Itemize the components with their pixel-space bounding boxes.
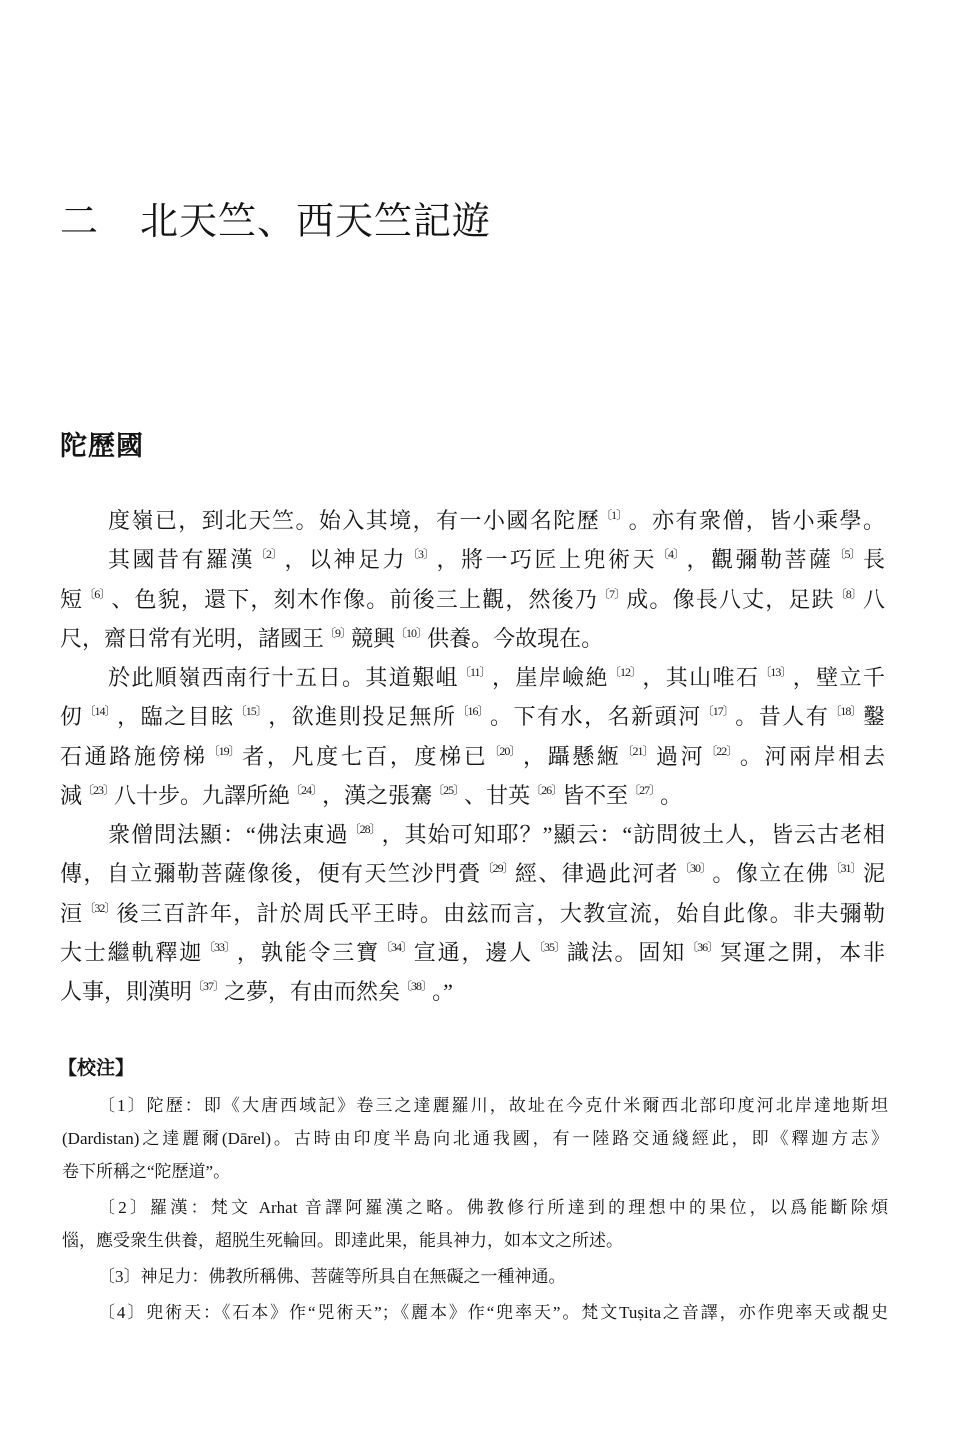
note-item bbox=[62, 1296, 888, 1329]
text-run: 供養。今故現在。 bbox=[427, 625, 604, 651]
footnote-marker: 〔32〕 bbox=[83, 900, 116, 915]
text-line bbox=[60, 854, 885, 893]
text-run: 。昔人有 bbox=[733, 704, 830, 730]
text-line bbox=[60, 501, 885, 540]
footnote-marker: 〔16〕 bbox=[456, 704, 489, 719]
text-run: ，將一巧匠上兜術天 bbox=[434, 547, 657, 573]
footnote-marker: 〔15〕 bbox=[234, 704, 267, 719]
text-run: 度嶺已，到北天竺。始入其境，有一小國名陀歷 bbox=[108, 508, 601, 533]
text-run: ，臨之目眩 bbox=[115, 704, 235, 730]
text-run: 過河 bbox=[653, 743, 706, 769]
text-line bbox=[60, 737, 885, 776]
text-line bbox=[60, 972, 885, 1011]
chapter-title-text: 北天竺、西天竺記遊 bbox=[140, 201, 492, 243]
text-run: 泥 bbox=[861, 861, 885, 887]
note-line: 惱，應受衆生供養，超脱生死輪回。即達此果，能具神力，如本文之所述。 bbox=[62, 1231, 623, 1250]
text-run: 。” bbox=[432, 979, 453, 1004]
footnote-marker: 〔14〕 bbox=[83, 704, 116, 719]
note-line: 〔2〕羅漢：梵文 Arhat 音譯阿羅漢之略。佛教修行所達到的理想中的果位，以爲能斷除煩 bbox=[98, 1198, 888, 1217]
text-run: 石通路施傍梯 bbox=[60, 743, 208, 769]
text-run: 大士繼軌釋迦 bbox=[60, 939, 204, 965]
footnote-marker: 〔26〕 bbox=[530, 782, 563, 797]
footnote-marker: 〔7〕 bbox=[598, 586, 626, 601]
paragraph bbox=[60, 658, 885, 815]
footnote-marker: 〔36〕 bbox=[686, 939, 719, 954]
text-run: ，欲進則投足無所 bbox=[266, 704, 457, 730]
text-run: ，崖岸嶮絶 bbox=[490, 665, 609, 690]
main-text bbox=[60, 501, 885, 1011]
footnote-marker: 〔20〕 bbox=[488, 743, 521, 758]
footnote-marker: 〔8〕 bbox=[834, 586, 862, 601]
text-run: 於此順嶺西南行十五日。其道艱岨 bbox=[108, 665, 459, 690]
footnote-marker: 〔6〕 bbox=[83, 586, 111, 601]
text-run: 洹 bbox=[60, 900, 84, 926]
chapter-number: 二 bbox=[60, 201, 100, 243]
notes-heading: 【校注】 bbox=[58, 1057, 135, 1079]
text-line bbox=[60, 933, 885, 972]
footnote-marker: 〔35〕 bbox=[533, 939, 566, 954]
note-line: (Dardistan)之達麗爾(Dārel)。古時由印度半島向北通我國，有一陸路交通綫經此，即《釋迦方志》 bbox=[62, 1129, 888, 1148]
text-run: 人事，則漢明 bbox=[60, 979, 193, 1004]
text-run: 減 bbox=[60, 782, 83, 808]
text-line bbox=[60, 815, 885, 854]
text-run: 尺，齋日常有光明，諸國王 bbox=[60, 625, 325, 651]
footnote-marker: 〔12〕 bbox=[608, 665, 641, 679]
text-run: 鑿 bbox=[861, 704, 885, 730]
text-run: 。下有水，名新頭河 bbox=[488, 704, 702, 730]
text-run: 後三百許年，計於周氏平王時。由玆而言，大教宣流，始自此像。非夫彌勒 bbox=[115, 900, 885, 926]
text-run: 皆不至 bbox=[562, 782, 629, 808]
paragraph bbox=[60, 501, 885, 540]
text-line bbox=[60, 776, 885, 815]
footnote-marker: 〔23〕 bbox=[82, 782, 115, 797]
notes-list bbox=[62, 1089, 888, 1332]
footnote-marker: 〔4〕 bbox=[656, 547, 684, 562]
text-run: ，以神足力 bbox=[282, 547, 407, 573]
footnote-marker: 〔34〕 bbox=[379, 939, 412, 954]
footnote-marker: 〔22〕 bbox=[705, 743, 738, 758]
text-run: 。河兩岸相去 bbox=[737, 743, 885, 769]
footnote-marker: 〔21〕 bbox=[621, 743, 654, 758]
footnote-marker: 〔24〕 bbox=[290, 782, 323, 797]
text-run: 傳，自立彌勒菩薩像後，便有天竺沙門賫 bbox=[60, 861, 482, 887]
footnote-marker: 〔37〕 bbox=[192, 979, 225, 993]
text-line bbox=[60, 658, 885, 697]
footnote-marker: 〔10〕 bbox=[395, 625, 428, 640]
text-run: 者，凡度七百，度梯已 bbox=[239, 743, 489, 769]
footnote-marker: 〔11〕 bbox=[458, 665, 491, 679]
paragraph bbox=[60, 540, 885, 658]
footnote-marker: 〔5〕 bbox=[833, 547, 861, 562]
footnote-marker: 〔19〕 bbox=[207, 743, 240, 758]
text-run: 經、律過此河者 bbox=[513, 861, 679, 887]
text-run: 成。像長八丈，足趺 bbox=[625, 586, 835, 612]
text-run: 八 bbox=[861, 586, 885, 612]
note-item bbox=[62, 1260, 888, 1293]
text-run: 、甘英 bbox=[464, 782, 531, 808]
footnote-marker: 〔29〕 bbox=[481, 861, 514, 876]
text-run: 。像立在佛 bbox=[710, 861, 830, 887]
text-run: 。 bbox=[660, 782, 683, 808]
text-run: ，其山唯石 bbox=[640, 665, 760, 690]
note-line: 〔3〕神足力：佛教所稱佛、菩薩等所具自在無礙之一種神通。 bbox=[98, 1267, 566, 1286]
text-run: 、色貌，還下，刻木作像。前後三上觀，然後乃 bbox=[110, 586, 599, 612]
text-line bbox=[60, 619, 885, 658]
text-run: ，孰能令三寶 bbox=[235, 939, 380, 965]
footnote-marker: 〔13〕 bbox=[759, 665, 792, 679]
note-line: 〔4〕兜術天：《石本》作“兕術天”；《麗本》作“兜率天”。梵文Tuṣita之音譯，亦作兜率天或覩史 bbox=[98, 1303, 888, 1322]
note-line: 〔1〕陀歷：即《大唐西域記》卷三之達麗羅川，故址在今克什米爾西北部印度河北岸達地斯坦 bbox=[98, 1096, 888, 1115]
text-run: ，躡懸緪 bbox=[520, 743, 622, 769]
text-run: ，觀彌勒菩薩 bbox=[683, 547, 834, 573]
footnote-marker: 〔17〕 bbox=[701, 704, 734, 719]
text-run: ，其始可知耶？”顯云：“訪問彼土人，皆云古老相 bbox=[380, 822, 886, 847]
note-item bbox=[62, 1089, 888, 1188]
text-run: 八十步。九譯所絶 bbox=[114, 782, 291, 808]
paragraph bbox=[60, 815, 885, 1011]
footnote-marker: 〔27〕 bbox=[628, 782, 661, 797]
text-run: ，壁立千 bbox=[791, 665, 885, 690]
footnote-marker: 〔2〕 bbox=[254, 547, 282, 562]
section-heading: 陀歷國 bbox=[60, 431, 144, 462]
footnote-marker: 〔9〕 bbox=[324, 625, 352, 640]
text-line bbox=[60, 697, 885, 736]
text-run: 短 bbox=[60, 586, 84, 612]
footnote-marker: 〔28〕 bbox=[348, 822, 381, 836]
footnote-marker: 〔30〕 bbox=[678, 861, 711, 876]
text-line bbox=[60, 580, 885, 619]
footnote-marker: 〔1〕 bbox=[600, 508, 628, 522]
text-run: 冥運之開，本非 bbox=[718, 939, 885, 965]
text-run: 競興 bbox=[351, 625, 396, 651]
footnote-marker: 〔18〕 bbox=[829, 704, 862, 719]
footnote-marker: 〔25〕 bbox=[432, 782, 465, 797]
note-line: 卷下所稱之“陀歷道”。 bbox=[62, 1162, 231, 1181]
text-run: 宣通，邊人 bbox=[411, 939, 534, 965]
footnote-marker: 〔38〕 bbox=[400, 979, 433, 993]
text-line bbox=[60, 540, 885, 579]
text-line bbox=[60, 894, 885, 933]
text-run: 衆僧問法顯：“佛法東過 bbox=[108, 822, 349, 847]
text-run: 其國昔有羅漢 bbox=[108, 547, 255, 573]
text-run: 識法。固知 bbox=[565, 939, 687, 965]
text-run: 仞 bbox=[60, 704, 84, 730]
text-run: 之夢，有由而然矣 bbox=[224, 979, 401, 1004]
text-run: 長 bbox=[860, 547, 885, 573]
note-item bbox=[62, 1191, 888, 1257]
chapter-title bbox=[60, 196, 491, 248]
footnote-marker: 〔31〕 bbox=[829, 861, 862, 876]
footnote-marker: 〔3〕 bbox=[406, 547, 434, 562]
footnote-marker: 〔33〕 bbox=[203, 939, 236, 954]
text-run: ，漢之張騫 bbox=[322, 782, 433, 808]
text-run: 。亦有衆僧，皆小乘學。 bbox=[627, 508, 885, 533]
